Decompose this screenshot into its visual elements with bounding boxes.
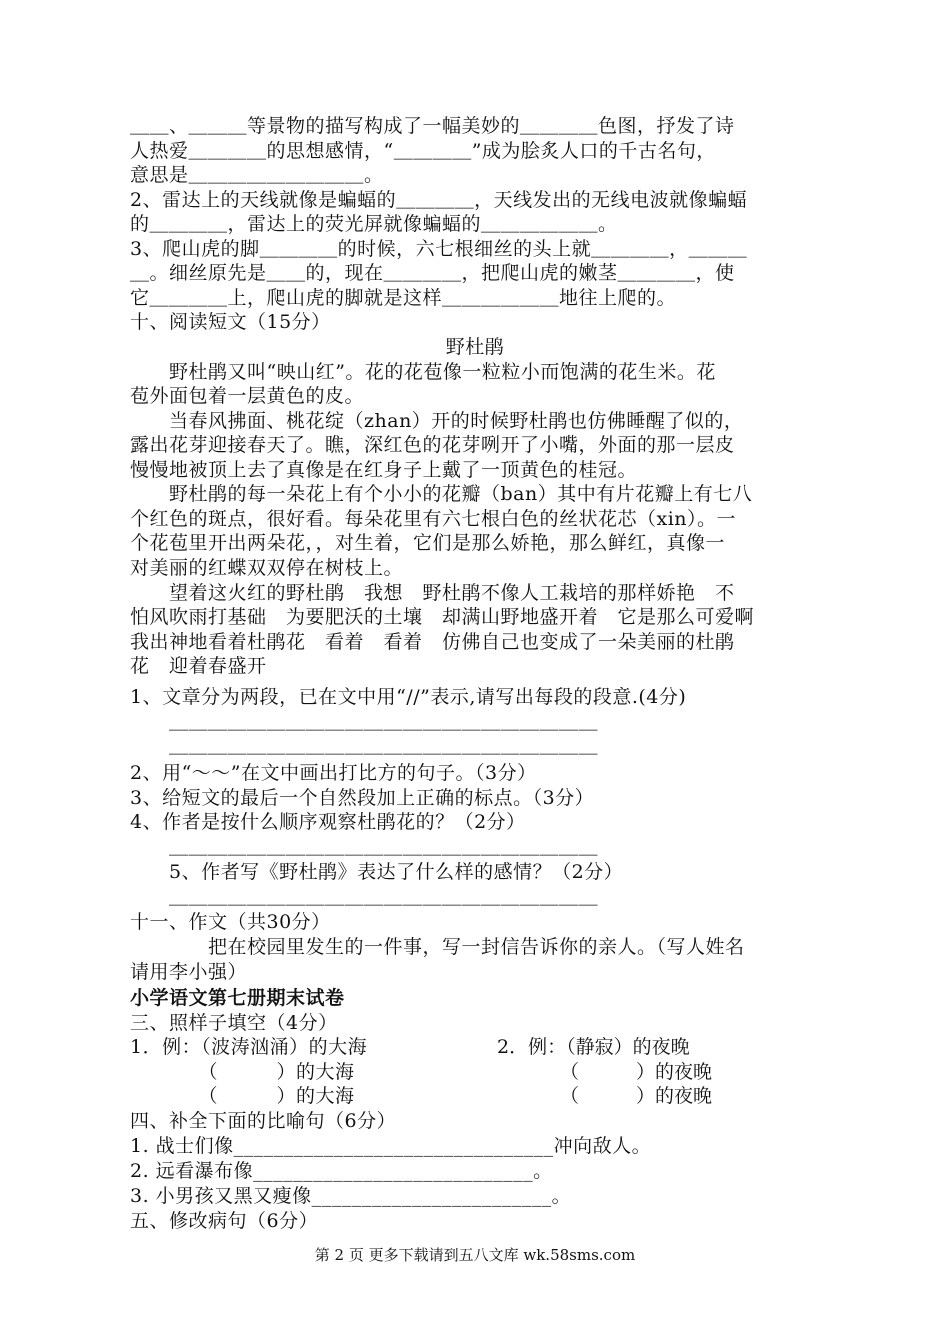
answer-blank: ＿＿＿＿＿＿＿＿＿＿＿＿＿＿＿＿＿＿＿＿＿＿: [130, 711, 599, 733]
answer-blank: ＿＿＿＿＿＿＿＿＿＿＿＿＿＿＿＿＿＿＿＿＿＿: [130, 836, 599, 858]
blank-left: （ ）的大海: [130, 1085, 355, 1107]
section-heading: 五、修改病句（6分）: [130, 1210, 319, 1232]
passage-line: 个红色的斑点，很好看。每朵花里有六七根白色的丝状花芯（xin）。一: [130, 508, 737, 530]
question-line: 3、给短文的最后一个自然段加上正确的标点。（3分）: [130, 787, 595, 809]
blank-right: （ ）的夜晚: [560, 1061, 713, 1083]
text-line: 2、雷达上的天线就像是蝙蝠的＿＿＿＿，天线发出的无线电波就像蝙蝠: [130, 189, 748, 211]
text-line: 的＿＿＿＿，雷达上的荧光屏就像蝙蝠的＿＿＿＿＿＿。: [130, 213, 618, 235]
passage-line: 花 迎着春盛开: [130, 655, 267, 677]
passage-line: 苞外面包着一层黄色的皮。: [130, 385, 365, 407]
section-heading: 四、补全下面的比喻句（6分）: [130, 1110, 397, 1132]
example-right: 2．例：（静寂）的夜晚: [497, 1036, 690, 1058]
answer-blank: ＿＿＿＿＿＿＿＿＿＿＿＿＿＿＿＿＿＿＿＿＿＿: [130, 735, 599, 757]
passage-line: 我出神地看着杜鹃花 看着 看着 仿佛自己也变成了一朵美丽的杜鹃: [130, 631, 735, 653]
passage-line: 慢慢地被顶上去了真像是在红身子上戴了一顶黄色的桂冠。: [130, 459, 638, 481]
exam-title: 小学语文第七册期末试卷: [130, 987, 345, 1009]
passage-title: 野杜鹃: [445, 336, 505, 358]
passage-line: 怕风吹雨打基础 为要肥沃的土壤 却满山野地盛开着 它是那么可爱啊: [130, 606, 755, 628]
simile-item: 1. 战士们像________________________________冲向敌人。: [130, 1135, 652, 1157]
question-line: 2、用“～～”在文中画出打比方的句子。（3分）: [130, 762, 537, 784]
composition-prompt: 把在校园里发生的一件事，写一封信告诉你的亲人。（写人姓名: [130, 936, 745, 958]
simile-item: 2. 远看瀑布像____________________________。: [130, 1160, 553, 1182]
section-heading: 十、阅读短文（15分）: [130, 311, 331, 333]
passage-line: 望着这火红的野杜鹃 我想 野杜鹃不像人工栽培的那样娇艳 不: [130, 582, 735, 604]
passage-line: 野杜鹃又叫“映山红”。花的花苞像一粒粒小而饱满的花生米。花: [130, 361, 716, 383]
question-line: 5、作者写《野杜鹃》表达了什么样的感情？（2分）: [130, 861, 624, 883]
passage-line: 对美丽的红蝶双双停在树枝上。: [130, 557, 404, 579]
passage-line: 个花苞里开出两朵花，，对生着，它们是那么娇艳，那么鲜红，真像一: [130, 532, 726, 554]
text-line: 意思是＿＿＿＿＿＿＿＿＿。: [130, 164, 384, 186]
text-line: ＿＿、＿＿＿等景物的描写构成了一幅美妙的＿＿＿＿色图，抒发了诗: [130, 115, 735, 137]
text-line: 它＿＿＿＿上，爬山虎的脚就是这样＿＿＿＿＿＿地往上爬的。: [130, 287, 677, 309]
blank-left: （ ）的大海: [130, 1061, 355, 1083]
passage-line: 露出花芽迎接春天了。瞧，深红色的花芽咧开了小嘴，外面的那一层皮: [130, 434, 735, 456]
composition-prompt: 请用李小强）: [130, 961, 248, 983]
answer-blank: ＿＿＿＿＿＿＿＿＿＿＿＿＿＿＿＿＿＿＿＿＿＿: [130, 886, 599, 908]
blank-right: （ ）的夜晚: [560, 1085, 713, 1107]
passage-line: 当春风拂面、桃花绽（zhan）开的时候野杜鹃也仿佛睡醒了似的，: [130, 410, 744, 432]
text-line: 人热爱＿＿＿＿的思想感情，“＿＿＿＿”成为脍炙人口的千古名句，: [130, 140, 716, 162]
page-footer: 第 2 页 更多下载请到五八文库 wk.58sms.com: [314, 1246, 636, 1264]
text-line: 3、爬山虎的脚＿＿＿＿的时候，六七根细丝的头上就＿＿＿＿，＿＿＿: [130, 238, 748, 260]
passage-line: 野杜鹃的每一朵花上有个小小的花瓣（ban）其中有片花瓣上有七八: [130, 483, 753, 505]
text-line: ＿。细丝原先是＿＿的，现在＿＿＿＿，把爬山虎的嫩茎＿＿＿＿，使: [130, 262, 735, 284]
section-heading: 三、照样子填空（4分）: [130, 1012, 338, 1034]
example-left: 1．例：（波涛汹涌）的大海: [130, 1036, 368, 1058]
question-line: 1、文章分为两段，已在文中用“//”表示,请写出每段的段意.(4分): [130, 686, 687, 708]
question-line: 4、作者是按什么顺序观察杜鹃花的？（2分）: [130, 811, 526, 833]
section-heading: 十一、作文（共30分）: [130, 911, 331, 933]
simile-item: 3. 小男孩又黑又瘦像________________________。: [130, 1185, 572, 1207]
